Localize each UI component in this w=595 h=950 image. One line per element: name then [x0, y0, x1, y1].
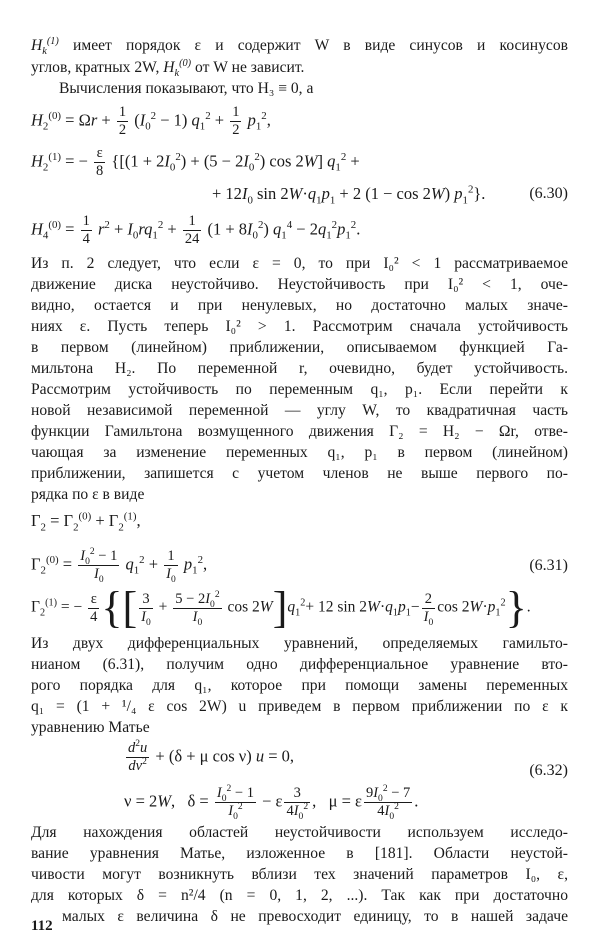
equation-number: (6.31) [529, 557, 568, 574]
text-line: рядка по ε в виде [31, 486, 145, 503]
text-line [31, 58, 568, 78]
text-line: движение диска неустойчиво. Неустойчивость при I₀² < 1, оче- [31, 276, 568, 293]
text-line: для которых δ = n²/4 (n = 0, 1, 2, ...). Так как при достаточно [31, 887, 568, 904]
equation-h20: $H_2^{(0)} = \Omega r$ + $\frac{1}{2}$ $(I_0^2 - 1) q_1^2$ + $\frac{1}{2}$ $p_1^2$, [31, 104, 271, 138]
text-line [31, 36, 568, 56]
equation-gamma2: $\Gamma_2 = \Gamma_2^{(0)} + \Gamma_2^{(1)}$, [31, 510, 141, 534]
text-line: чающая за изменение переменных q₁, p₁ в первом (линейном) [31, 444, 568, 461]
page-number: 112 [31, 918, 53, 934]
equation-h40: $H_4^{(0)}$ = $\frac{1}{4}$ $r^2 + I_0rq_1^2$ + $\frac{1}{24}$ $(1 + 8I_0^2)$ $q_1^4 - 2q_1^2p_1^2$. [31, 213, 361, 247]
text-fragment: имеет порядок ε и содержит W в виде синусов и косинусов [72, 37, 568, 54]
text-fragment: углов, кратных 2W, [31, 59, 160, 76]
text-fragment: от W не зависит. [195, 59, 305, 76]
equation-gamma20: $\Gamma_2^{(0)}$ = $\frac{I_0^2 - 1}{I_0}$ $q_1^2$ + $\frac{1}{I_0}$ $p_1^2$, [31, 546, 208, 585]
equation-mathieu: $\frac{d^2u}{d\nu^2}$ + (δ + μ cos ν) u = 0, [128, 738, 295, 774]
equation-h21: $H_2^{(1)}$ = − $\frac{\varepsilon}{8}$ {[$(1 + 2I_0^2) + (5 - 2I_0^2)$ cos 2W] $q_1^2$ + [31, 145, 360, 179]
text-line: Рассмотрим устойчивость по переменным q₁, p₁. Если перейти к [31, 381, 568, 398]
text-line: функции Гамильтона возмущенного движения Γ₂ = H₂ − Ωr, отве- [31, 423, 568, 440]
text-line: уравнению Матье [31, 719, 150, 736]
text-line: рого порядка для q₁, которое при помощи замены переменных [31, 677, 568, 694]
text-line [31, 79, 568, 99]
equation-number: (6.32) [529, 762, 568, 779]
math-inline: $H_k^{(1)}$ [31, 35, 59, 58]
equation-number: (6.30) [529, 185, 568, 202]
text-line: ниях ε. Пусть теперь I₀² > 1. Рассмотрим сначала устойчивость [31, 318, 568, 335]
equation-h21-cont: + $12I_0$ $\sin 2W\cdot q_1p_1 + 2$ (1 − cos 2W) $p_1^2$}. [212, 183, 486, 207]
text-line: новой независимой переменной — углу W, то квадратичная часть [31, 402, 568, 419]
text-line: в первом (линейном) приближении, описываемом функцией Га- [31, 339, 568, 356]
math-inline: $H_k^{(0)}$ [163, 57, 192, 80]
text-line: чивости могут возникнуть вблизи тех значений параметров I₀, ε, [31, 866, 568, 883]
equation-parameters: ν = 2W, δ = $\frac{I_0^2 - 1}{I_0^2}$ − ε $\frac{3}{4I_0^2}$ , μ = ε $\frac{9I_0^2 - 7}{4I_0^2}$ . [124, 783, 419, 822]
text-line: q₁ = (1 + ¹/₄ ε cos 2W) u приведем в первом приближении по ε к [31, 698, 568, 715]
text-line: малых ε величина δ не превосходит единицу, то в нашей задаче [62, 908, 568, 925]
text-line: мильтона H₂. По переменной r, очевидно, будет устойчивость. [31, 360, 568, 377]
text-line: Из двух дифференциальных уравнений, определяемых гамильто- [31, 635, 568, 652]
text-fragment: Вычисления показывают, что H₃ ≡ 0, а [59, 80, 314, 97]
text-line: вание уравнения Матье, изложенное в [181]. Области неустой- [31, 845, 568, 862]
text-line: приближении, запишется с учетом членов не выше первого по- [31, 465, 568, 482]
text-line: видно, остается и при ненулевых, но достаточно малых значе- [31, 297, 568, 314]
text-line: нианом (6.31), получим одно дифференциальное уравнение вто- [31, 656, 568, 673]
text-line: Из п. 2 следует, что если ε = 0, то при I₀² < 1 рассматриваемое [31, 255, 568, 272]
text-line: Для нахождения областей неустойчивости используем исследо- [31, 824, 568, 841]
equation-gamma21: $\Gamma_2^{(1)}$ = − $\frac{\varepsilon}{4}$ {[ $\frac{3}{I_0}$ + $\frac{5 - 2I_0^2}{I_0}$ $\cos 2W]q_1^2+ 12$ $\sin 2W\cdot q_1p_1-$ $\frac{2}{I_0}$ $\cos 2W\cdot p_1^2$}. [31, 583, 531, 632]
